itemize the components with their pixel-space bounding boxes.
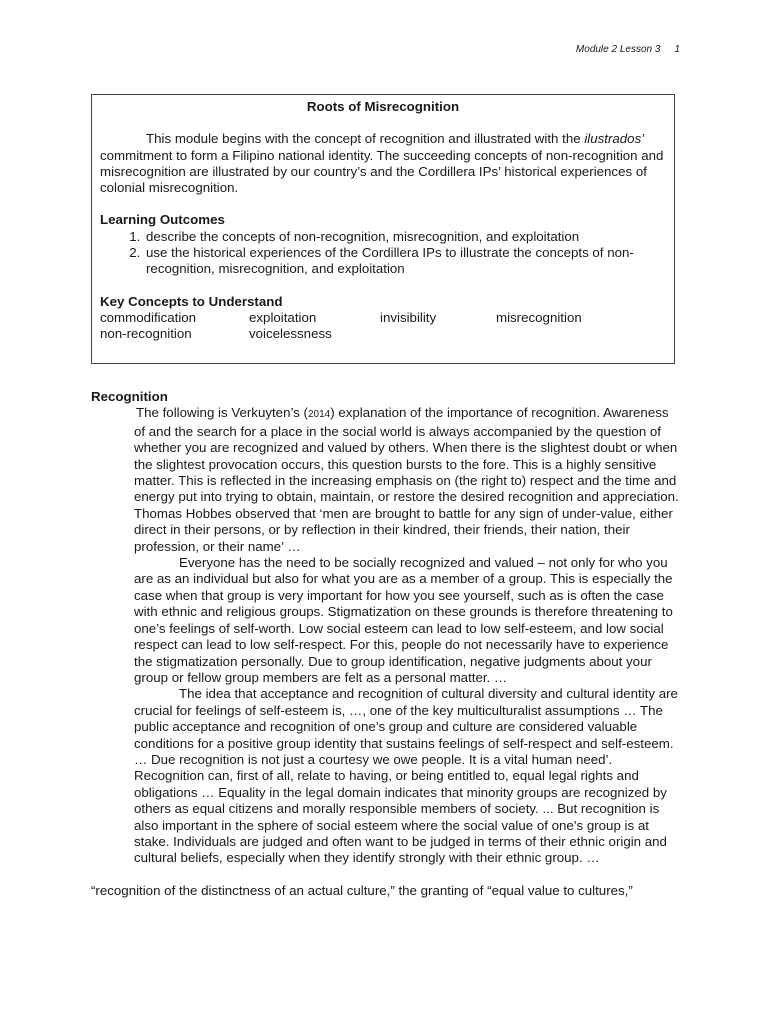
key-concept: exploitation: [249, 309, 317, 325]
key-concept: invisibility: [380, 309, 437, 325]
section-heading: Recognition: [91, 389, 168, 404]
key-concept: voicelessness: [249, 326, 332, 342]
module-label: Module 2 Lesson 3: [575, 44, 661, 55]
key-concept: misrecognition: [496, 309, 582, 325]
intro-text-end: commitment to form a Filipino national identity. The succeeding concepts of non-recognition and misrecognition are illustrated by our country’s and the Cordillera IPs’ historical experiences of colonial misrecognition.: [100, 147, 664, 196]
block-quote: [134, 405, 681, 866]
key-concept: non-recognition: [100, 326, 192, 342]
key-concepts-row: [100, 326, 666, 342]
body-paragraph: “recognition of the distinctness of an actual culture,” the granting of “equal value to cultures,”: [91, 882, 633, 898]
citation-year: 2014: [307, 409, 331, 421]
learning-outcome-item: 2. use the historical experiences of the Cordillera IPs to illustrate the concepts of non-recognition, misrecognition, and exploitation: [144, 245, 666, 278]
learning-outcomes-list: [100, 229, 666, 278]
recognition-section: [91, 389, 681, 899]
key-concepts-heading: Key Concepts to Understand: [100, 293, 283, 309]
quote-text-start: The following is Verkuyten’s (: [136, 405, 308, 421]
intro-paragraph: [100, 131, 666, 196]
learning-outcome-item: 1. describe the concepts of non-recognition, misrecognition, and exploitation: [144, 229, 666, 245]
lesson-summary-box: [91, 94, 675, 364]
lesson-title: Roots of Misrecognition: [306, 99, 460, 114]
page-number: 1: [674, 44, 680, 55]
quote-paragraph: [134, 405, 681, 555]
key-concepts-row: [100, 310, 666, 326]
learning-outcomes-heading: Learning Outcomes: [100, 212, 225, 228]
page-header: [576, 44, 680, 55]
intro-text-start: This module begins with the concept of recognition and illustrated with the: [146, 131, 585, 147]
quote-text-end: ) explanation of the importance of recognition. Awareness of and the search for a place in the social world is always accompanied by the question of whether you are recognized and valued by others. When there is the slightest doubt or when the slightest provocation occurs, this question bursts to the fore. This is a highly sensitive matter. This is reflected in the increasing emphasis on (the right to) respect and the time and energy put into trying to obtain, maintain, or restore the desired recognition and appreciation. Thomas Hobbes observed that ‘men are brought to battle for any sign of under-value, either direct in their persons, or by reflection in their kindred, their friends, their nation, their profession, or their name’ …: [134, 405, 679, 554]
quote-paragraph: Everyone has the need to be socially recognized and valued – not only for who you are as an individual but also for what you are as a member of a group. This is especially the case when that group is very important for how you see yourself, such as is often the case with ethnic and religious groups. Stigmatization on these grounds is therefore threatening to one’s feelings of self-worth. Low social esteem can lead to low self-esteem, and low social respect can lead to low self-respect. For this, people do not necessarily have to experience the stigmatization personally. Due to group identification, negative judgments about your group or fellow group members are felt as a personal matter. …: [134, 555, 673, 685]
intro-italic-term: ilustrados’: [584, 131, 645, 147]
key-concept: commodification: [100, 309, 197, 325]
quote-paragraph: The idea that acceptance and recognition of cultural diversity and cultural identity are crucial for feelings of self-esteem is, …, one of the key multiculturalist assumptions … The public acceptance and recognition of one’s group and culture are considered valuable conditions for a positive group identity that sustains feelings of self-respect and self-esteem. … Due recognition is not just a courtesy we owe people. It is a vital human need’. Recognition can, first of all, relate to having, or being entitled to, equal legal rights and obligations … Equality in the legal domain indicates that minority groups are recognized by others as equal citizens and morally responsible members of society. ... But recognition is also important in the sphere of social esteem where the social value of one’s group is at stake. Individuals are judged and often want to be judged in terms of their ethnic origin and cultural beliefs, especially when they identify strongly with their ethnic group. …: [134, 686, 678, 866]
